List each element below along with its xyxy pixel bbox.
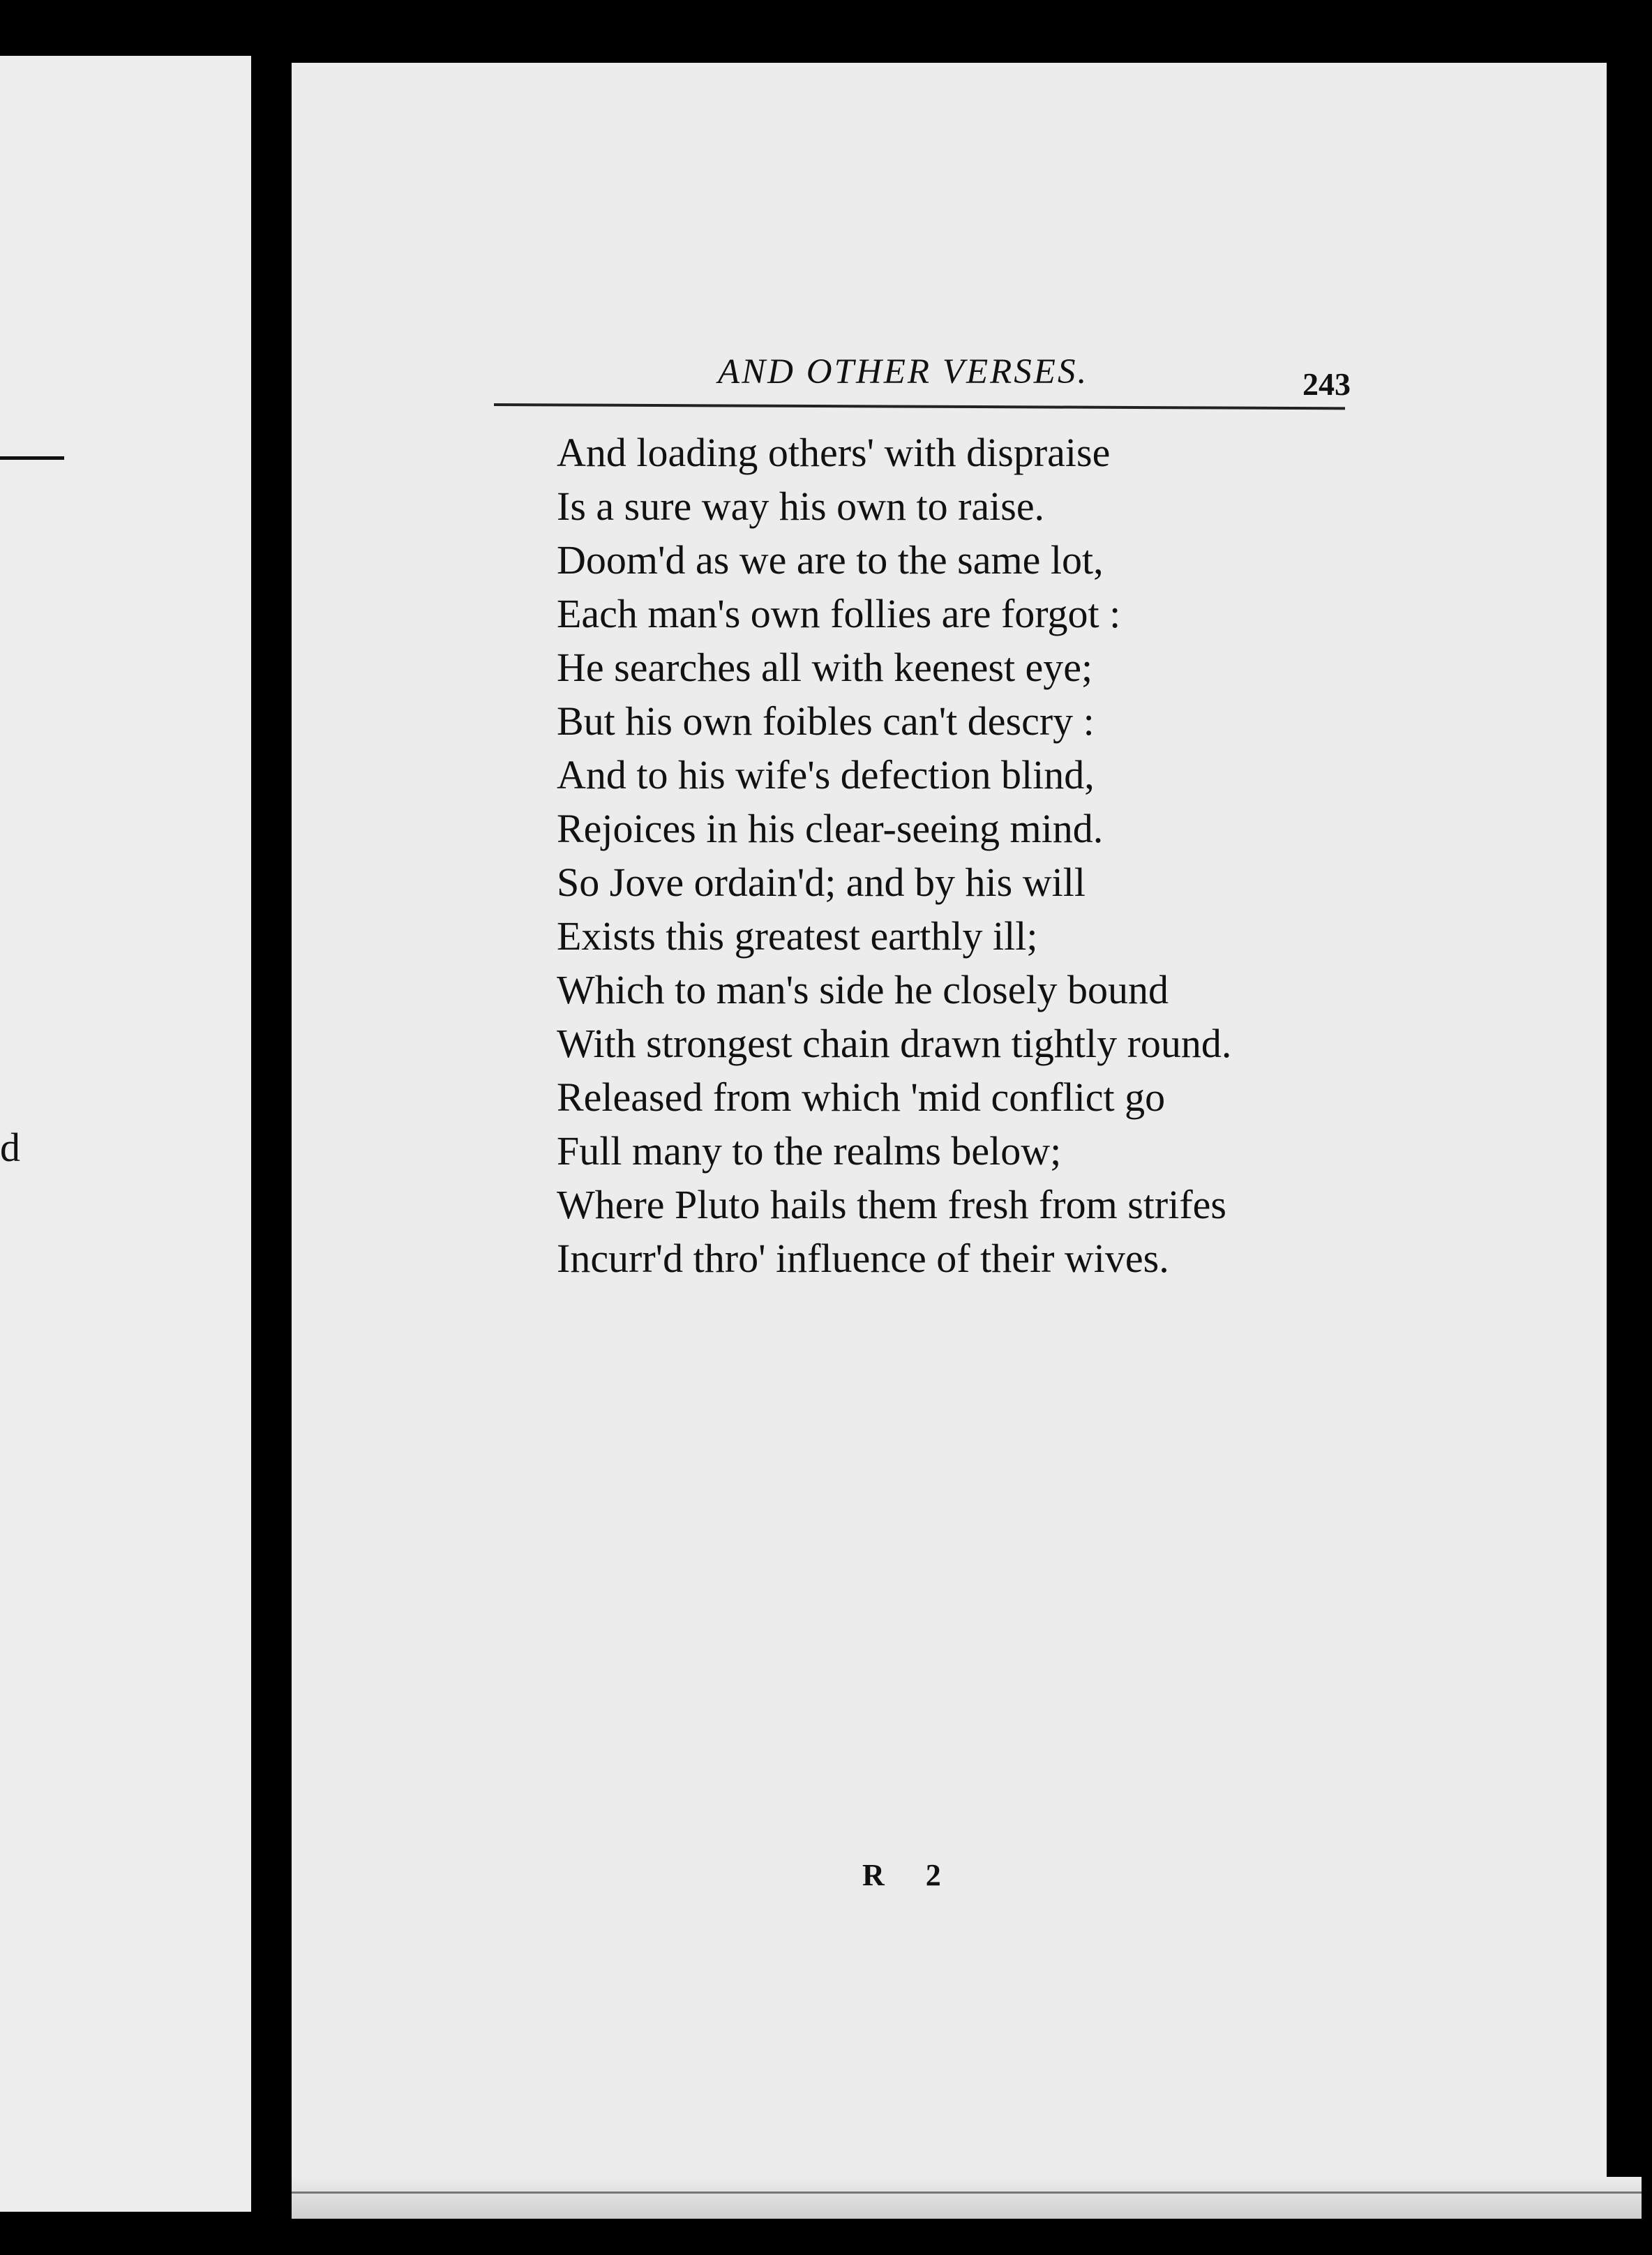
header-rule [494,403,1345,410]
left-page-edge [0,56,251,2212]
verse-line: Released from which 'mid conflict go [557,1074,1166,1120]
right-page-edge [1607,63,1642,2219]
right-page [292,63,1642,2219]
verse-line: Exists this greatest earthly ill; [557,913,1038,959]
verse-line: With strongest chain drawn tightly round. [557,1021,1232,1066]
verse-line: Each man's own follies are forgot : [557,591,1121,636]
verse-line: Is a sure way his own to raise. [557,484,1045,529]
verse-line: Incurr'd thro' influence of their wives. [557,1236,1169,1281]
verse-line: But his own foibles can't descry : [557,698,1095,744]
verse-line: Rejoices in his clear-seeing mind. [557,806,1104,851]
poem-verse [557,426,1231,1285]
verse-line: Full many to the realms below; [557,1128,1062,1174]
verse-line: So Jove ordain'd; and by his will [557,860,1086,905]
running-head: AND OTHER VERSES. [718,352,1089,391]
verse-line: Doom'd as we are to the same lot, [557,537,1104,583]
page-bottom-edge [292,2192,1642,2194]
book-gutter [268,56,292,2219]
verse-line: And to his wife's defection blind, [557,752,1095,797]
page-bottom-shadow [292,2177,1642,2219]
verse-line: He searches all with keenest eye; [557,645,1093,690]
left-page-text-fragment: d [0,1125,20,1170]
verse-line: And loading others' with dispraise [557,430,1111,475]
page-number: 243 [1302,366,1351,402]
signature-mark: R 2 [862,1858,958,1892]
verse-line: Which to man's side he closely bound [557,967,1169,1012]
verse-line: Where Pluto hails them fresh from strifes [557,1182,1226,1227]
left-page-rule [0,456,64,460]
